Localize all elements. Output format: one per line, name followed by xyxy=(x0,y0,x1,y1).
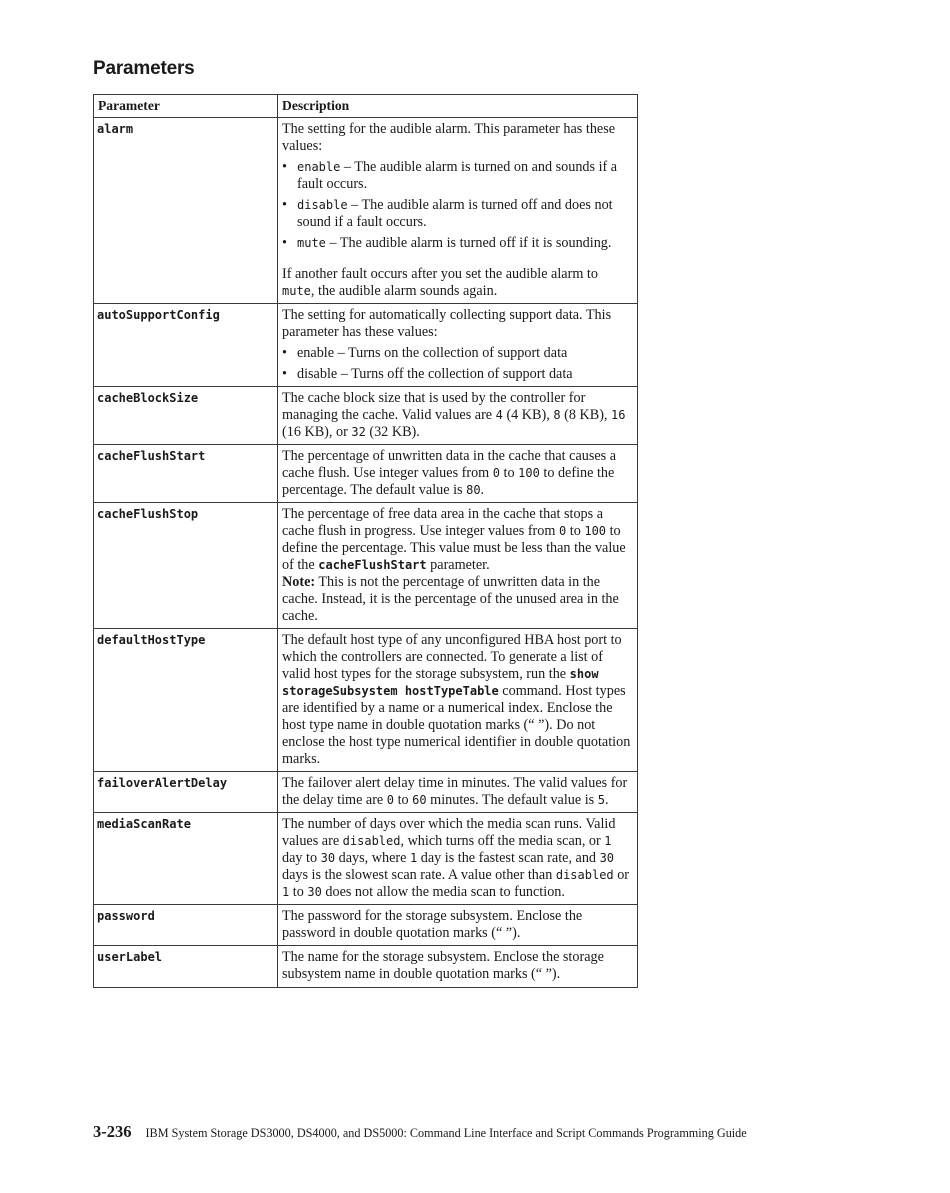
value-code: mute xyxy=(282,284,311,298)
table-row xyxy=(94,772,638,813)
text-span: or xyxy=(613,867,630,883)
value-code: mute xyxy=(297,236,326,250)
text-span: The default host type of any unconfigured HBA host port to which the controllers are connected. To generate a list of valid host types for the storage subsystem, run the xyxy=(282,632,622,682)
bullet-icon: • xyxy=(282,345,287,361)
bullet-icon: • xyxy=(282,159,287,175)
text-span: The percentage of unwritten data in the cache that causes a cache flush. Use integer values from xyxy=(282,448,617,481)
value-code: disabled xyxy=(555,868,614,882)
text-span: to xyxy=(394,792,413,808)
value-code: 30 xyxy=(307,885,322,899)
value-code: 80 xyxy=(466,483,481,497)
param-desc-cacheflushstart xyxy=(278,445,638,503)
param-name-alarm: alarm xyxy=(94,118,278,304)
value-code: 4 xyxy=(495,408,503,422)
note-label: Note: xyxy=(282,574,316,590)
value-code: 1 xyxy=(604,834,612,848)
text-span: does not allow the media scan to function. xyxy=(321,884,565,900)
text-span: command. Host types are identified by a name or a numerical index. Enclose the host type name in double quotation marks (“ ”). Do not enclose the host type numerical identifier in double quotation marks. xyxy=(282,683,631,767)
text-span: . xyxy=(480,482,485,498)
page-number: 3-236 xyxy=(93,1122,132,1141)
value-list xyxy=(282,345,633,383)
table-row xyxy=(94,946,638,988)
list-item xyxy=(282,159,633,193)
table-header-row xyxy=(94,95,638,118)
param-name-userlabel: userLabel xyxy=(94,946,278,988)
value-text: – The audible alarm is turned on and sounds if a fault occurs. xyxy=(297,159,618,192)
text-span: (32 KB). xyxy=(365,424,420,440)
value-text: – The audible alarm is turned off and does not sound if a fault occurs. xyxy=(297,197,613,230)
desc-intro: The setting for the audible alarm. This parameter has these values: xyxy=(282,121,616,154)
parameters-table xyxy=(93,94,638,988)
value-code: 0 xyxy=(386,793,395,807)
text-span: . xyxy=(604,792,609,808)
text-span: , the audible alarm sounds again. xyxy=(310,283,498,299)
param-name-cacheflushstop: cacheFlushStop xyxy=(94,503,278,629)
param-name-cacheflushstart: cacheFlushStart xyxy=(94,445,278,503)
table-row xyxy=(94,118,638,304)
book-title: IBM System Storage DS3000, DS4000, and DS5000: Command Line Interface and Script Commands Programming Guide xyxy=(145,1126,747,1140)
text-span: , which turns off the media scan, or xyxy=(400,833,605,849)
text-span: The percentage of free data area in the cache that stops a cache flush in progress. Use integer values from xyxy=(282,506,604,539)
param-name-failoveralertdelay: failoverAlertDelay xyxy=(94,772,278,813)
list-item xyxy=(282,197,633,231)
text-span: The cache block size that is used by the controller for managing the cache. Valid values are xyxy=(282,390,586,423)
param-desc-userlabel: The name for the storage subsystem. Enclose the storage subsystem name in double quotation marks (“ ”). xyxy=(278,946,638,988)
value-code: disabled xyxy=(342,834,401,848)
value-code: 0 xyxy=(558,524,567,538)
value-code: enable xyxy=(297,160,341,174)
param-name-defaulthosttype: defaultHostType xyxy=(94,629,278,772)
text-span: The failover alert delay time in minutes. The valid values for the delay time are xyxy=(282,775,628,808)
bullet-icon: • xyxy=(282,235,287,251)
value-code: 1 xyxy=(282,885,290,899)
text-span: minutes. The default value is xyxy=(426,792,598,808)
bullet-icon: • xyxy=(282,197,287,213)
param-name-cacheblocksize: cacheBlockSize xyxy=(94,387,278,445)
table-row xyxy=(94,813,638,905)
text-span: to xyxy=(500,465,519,481)
param-name-autosupportconfig: autoSupportConfig xyxy=(94,304,278,387)
param-desc-alarm xyxy=(278,118,638,304)
value-code: 5 xyxy=(597,793,605,807)
text-span: parameter. xyxy=(426,557,490,573)
table-row xyxy=(94,905,638,946)
param-desc-password: The password for the storage subsystem. Enclose the password in double quotation marks (“ ”). xyxy=(278,905,638,946)
page-footer xyxy=(93,1122,747,1142)
table-row xyxy=(94,387,638,445)
param-desc-defaulthosttype xyxy=(278,629,638,772)
text-span: days, where xyxy=(335,850,410,866)
list-item xyxy=(282,345,633,362)
command-reference: show storageSubsystem hostTypeTable xyxy=(282,667,599,698)
text-span: The number of days over which the media scan runs. Valid values are xyxy=(282,816,616,849)
param-desc-failoveralertdelay xyxy=(278,772,638,813)
value-code: 100 xyxy=(518,466,540,480)
value-text: – The audible alarm is turned off if it is sounding. xyxy=(325,235,612,251)
text-span: (8 KB), xyxy=(560,407,612,423)
value-code: 8 xyxy=(553,408,561,422)
table-row xyxy=(94,629,638,772)
param-desc-cacheblocksize xyxy=(278,387,638,445)
table-row xyxy=(94,304,638,387)
note-text: This is not the percentage of unwritten data in the cache. Instead, it is the percentage of the unused area in the cache. xyxy=(282,574,619,624)
text-span: day to xyxy=(282,850,321,866)
header-description: Description xyxy=(278,95,638,118)
text-span: (16 KB), or xyxy=(282,424,352,440)
section-heading: Parameters xyxy=(93,58,195,79)
text-span: (4 KB), xyxy=(502,407,554,423)
value-text: disable – Turns off the collection of support data xyxy=(297,366,573,382)
list-item xyxy=(282,366,633,383)
bullet-icon: • xyxy=(282,366,287,382)
param-desc-mediascanrate xyxy=(278,813,638,905)
value-list xyxy=(282,159,633,252)
table-row xyxy=(94,503,638,629)
param-desc-cacheflushstop xyxy=(278,503,638,629)
desc-after xyxy=(282,266,633,300)
value-code: 0 xyxy=(492,466,500,480)
desc-intro: The setting for automatically collecting support data. This parameter has these values: xyxy=(282,307,612,340)
value-code: 100 xyxy=(584,524,607,538)
value-text: enable – Turns on the collection of support data xyxy=(297,345,568,361)
list-item xyxy=(282,235,633,252)
value-code: disable xyxy=(297,198,348,212)
text-span: to xyxy=(289,884,308,900)
text-span: to define the percentage. This value must be less than the value of the xyxy=(282,523,626,573)
param-name-mediascanrate: mediaScanRate xyxy=(94,813,278,905)
value-code: 30 xyxy=(320,851,336,865)
text-span: day is the fastest scan rate, and xyxy=(417,850,600,866)
param-reference: cacheFlushStart xyxy=(318,558,427,572)
header-parameter: Parameter xyxy=(94,95,278,118)
text-span: to define the percentage. The default value is xyxy=(282,465,615,498)
text-span: to xyxy=(566,523,585,539)
value-code: 1 xyxy=(409,851,418,865)
param-desc-autosupportconfig xyxy=(278,304,638,387)
table-row xyxy=(94,445,638,503)
value-code: 32 xyxy=(351,425,366,439)
value-code: 16 xyxy=(611,408,626,422)
value-code: 60 xyxy=(412,793,427,807)
text-span: If another fault occurs after you set the audible alarm to xyxy=(282,266,598,282)
text-span: days is the slowest scan rate. A value other than xyxy=(282,867,556,883)
value-code: 30 xyxy=(599,851,615,865)
param-name-password: password xyxy=(94,905,278,946)
